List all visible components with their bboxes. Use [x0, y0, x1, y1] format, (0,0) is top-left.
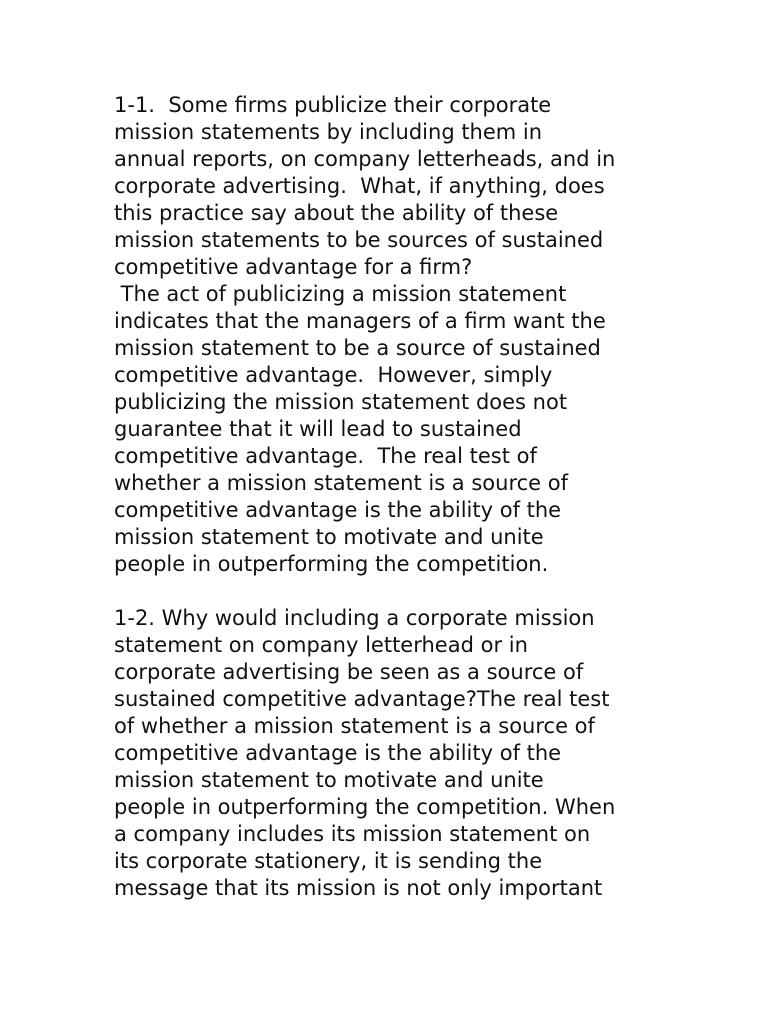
text-line: corporate advertising be seen as a source of [114, 660, 584, 684]
text-line: 1-2. Why would including a corporate mission [114, 606, 595, 630]
text-line: people in outperforming the competition. [114, 552, 549, 576]
text-line: competitive advantage. The real test of [114, 444, 537, 468]
document-text [114, 92, 674, 902]
paragraph-spacer [114, 578, 674, 605]
text-line: people in outperforming the competition. When [114, 795, 616, 819]
text-line: of whether a mission statement is a source of [114, 714, 595, 738]
answer-1-paragraph [114, 281, 674, 578]
text-line: publicizing the mission statement does not [114, 390, 568, 414]
text-line: corporate advertising. What, if anything, does [114, 174, 605, 198]
text-line: message that its mission is not only important [114, 876, 603, 900]
text-line: its corporate stationery, it is sending the [114, 849, 543, 873]
text-line: mission statements to be sources of sustained [114, 228, 604, 252]
text-line: indicates that the managers of a firm want the [114, 309, 606, 333]
text-line: statement on company letterhead or in [114, 633, 528, 657]
text-line: mission statement to be a source of sustained [114, 336, 601, 360]
text-line: whether a mission statement is a source of [114, 471, 569, 495]
text-line: competitive advantage for a firm? [114, 255, 473, 279]
text-line: this practice say about the ability of these [114, 201, 559, 225]
text-line: guarantee that it will lead to sustained [114, 417, 522, 441]
text-line: annual reports, on company letterheads, and in [114, 147, 616, 171]
question-2-paragraph [114, 605, 674, 902]
text-line: sustained competitive advantage?The real test [114, 687, 610, 711]
text-line: mission statement to motivate and unite [114, 768, 544, 792]
text-line: mission statements by including them in [114, 120, 543, 144]
text-line: mission statement to motivate and unite [114, 525, 544, 549]
text-line: competitive advantage is the ability of the [114, 498, 562, 522]
text-line: The act of publicizing a mission statement [114, 282, 567, 306]
text-line: a company includes its mission statement on [114, 822, 591, 846]
text-line: competitive advantage is the ability of the [114, 741, 562, 765]
question-1-paragraph [114, 92, 674, 281]
text-line: competitive advantage. However, simply [114, 363, 553, 387]
text-line: 1-1. Some firms publicize their corporate [114, 93, 552, 117]
